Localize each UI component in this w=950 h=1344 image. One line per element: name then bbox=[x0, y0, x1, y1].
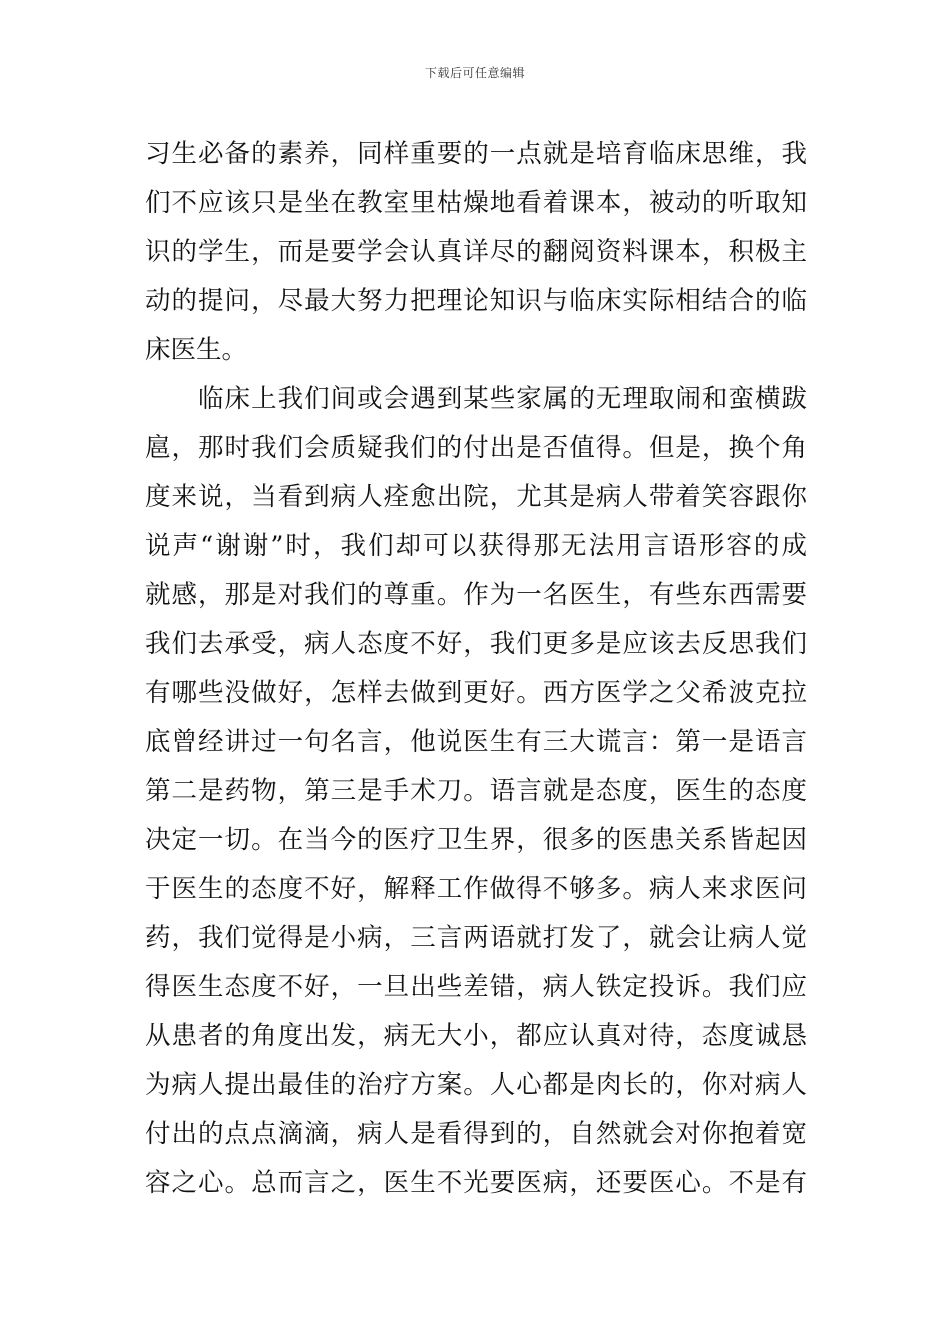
text-line: 习生必备的素养，同样重要的一点就是培育临床思维，我 bbox=[145, 139, 807, 169]
text-line: 容之心。总而言之，医生不光要医病，还要医心。不是有 bbox=[145, 1168, 807, 1198]
text-line: 得医生态度不好，一旦出些差错，病人铁定投诉。我们应 bbox=[145, 972, 807, 1002]
text-line: 为病人提出最佳的治疗方案。人心都是肉长的，你对病人 bbox=[145, 1070, 807, 1100]
text-line: 扈，那时我们会质疑我们的付出是否值得。但是，换个角 bbox=[145, 433, 807, 463]
text-line: 们不应该只是坐在教室里枯燥地看着课本，被动的听取知 bbox=[145, 188, 807, 218]
text-line: 床医生。 bbox=[145, 335, 248, 365]
text-line: 于医生的态度不好，解释工作做得不够多。病人来求医问 bbox=[145, 874, 807, 904]
text-line: 付出的点点滴滴，病人是看得到的，自然就会对你抱着宽 bbox=[145, 1119, 807, 1149]
text-line: 临床上我们间或会遇到某些家属的无理取闹和蛮横跋 bbox=[145, 384, 807, 414]
text-line: 有哪些没做好，怎样去做到更好。西方医学之父希波克拉 bbox=[145, 678, 807, 708]
text-line: 识的学生，而是要学会认真详尽的翻阅资料课本，积极主 bbox=[145, 237, 807, 267]
page-header: 下载后可任意编辑 bbox=[424, 66, 525, 80]
text-line: 底曾经讲过一句名言，他说医生有三大谎言：第一是语言 bbox=[145, 727, 807, 757]
text-line: 从患者的角度出发，病无大小，都应认真对待，态度诚恳 bbox=[145, 1021, 807, 1051]
text-line: 药，我们觉得是小病，三言两语就打发了，就会让病人觉 bbox=[145, 923, 807, 953]
text-line: 我们去承受，病人态度不好，我们更多是应该去反思我们 bbox=[145, 629, 807, 659]
text-line: 就感，那是对我们的尊重。作为一名医生，有些东西需要 bbox=[145, 580, 807, 610]
text-line: 决定一切。在当今的医疗卫生界，很多的医患关系皆起因 bbox=[145, 825, 807, 855]
text-line: 第二是药物，第三是手术刀。语言就是态度，医生的态度 bbox=[145, 776, 807, 806]
text-line: 动的提问，尽最大努力把理论知识与临床实际相结合的临 bbox=[145, 286, 807, 316]
text-line: 度来说，当看到病人痊愈出院，尤其是病人带着笑容跟你 bbox=[145, 482, 807, 512]
body-text bbox=[145, 130, 807, 1208]
text-line: 说声“谢谢”时，我们却可以获得那无法用言语形容的成 bbox=[145, 531, 807, 561]
